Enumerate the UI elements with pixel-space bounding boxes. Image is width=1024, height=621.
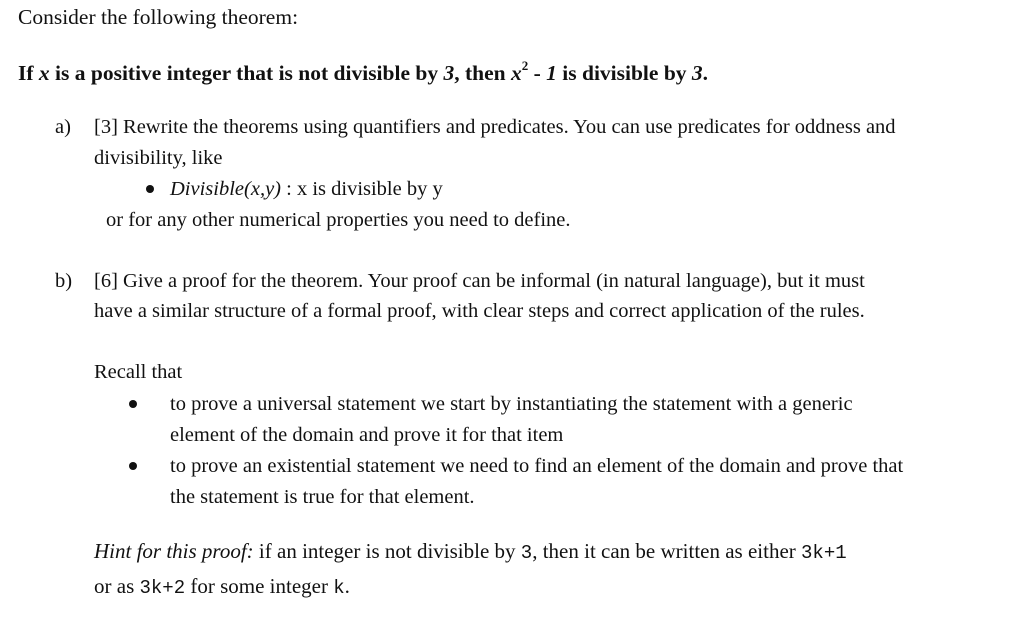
number-one: 1 xyxy=(546,61,557,85)
predicate-example xyxy=(170,176,443,202)
number-three-2: 3 xyxy=(691,61,703,85)
part-a-line-3: or for any other numerical properties you need to define. xyxy=(106,209,571,231)
predicate-description: : x is divisible by y xyxy=(281,178,443,200)
recall-bullet-1-line-1: to prove a universal statement we start by instantiating the statement with a generic xyxy=(170,393,853,415)
hint-line-1 xyxy=(94,538,847,566)
theorem-period: . xyxy=(702,61,709,85)
hint-var-k: k xyxy=(333,577,345,599)
theorem-text-2: , then xyxy=(454,61,511,85)
number-three: 3 xyxy=(443,61,455,85)
theorem-text-1: is a positive integer that is not divisible by xyxy=(49,61,444,85)
bullet-icon xyxy=(129,400,137,408)
theorem-minus: - xyxy=(528,61,547,85)
part-b-marker: b) xyxy=(55,270,73,292)
var-x: x xyxy=(38,61,50,85)
bullet-icon xyxy=(129,462,137,470)
theorem-statement xyxy=(18,57,709,86)
hint-expr-3k1: 3k+1 xyxy=(801,542,847,564)
hint-text-3: or as xyxy=(94,574,140,598)
bullet-icon xyxy=(146,185,154,193)
recall-label: Recall that xyxy=(94,361,183,383)
hint-text-1: if an integer is not divisible by xyxy=(253,539,521,563)
hint-period: . xyxy=(344,574,350,598)
part-b-line-2: have a similar structure of a formal proof, with clear steps and correct application of the rules. xyxy=(94,300,865,322)
part-a-line-2: divisibility, like xyxy=(94,147,223,169)
hint-text-4: for some integer xyxy=(185,574,334,598)
hint-line-2 xyxy=(94,573,350,601)
var-x-squared-base: x xyxy=(510,61,522,85)
part-a-line-1: [3] Rewrite the theorems using quantifiers and predicates. You can use predicates for oddness and xyxy=(94,116,896,138)
hint-label: Hint for this proof xyxy=(94,539,247,563)
hint-expr-3k2: 3k+2 xyxy=(139,577,186,599)
theorem-if: If xyxy=(18,61,39,85)
intro-text: Consider the following theorem: xyxy=(18,5,299,29)
hint-number-three: 3 xyxy=(520,542,533,564)
part-b-line-1: [6] Give a proof for the theorem. Your proof can be informal (in natural language), but it must xyxy=(94,270,865,292)
predicate-name: Divisible(x,y) xyxy=(170,178,281,200)
part-a-marker: a) xyxy=(55,116,71,138)
recall-bullet-1-line-2: element of the domain and prove it for that item xyxy=(170,424,564,446)
hint-colon: : xyxy=(246,539,254,563)
recall-bullet-2-line-1: to prove an existential statement we need to find an element of the domain and prove that xyxy=(170,455,904,477)
hint-text-2: , then it can be written as either xyxy=(532,539,802,563)
theorem-text-4: is divisible by xyxy=(556,61,692,85)
recall-bullet-2-line-2: the statement is true for that element. xyxy=(170,486,475,508)
exponent-two: 2 xyxy=(521,57,529,73)
